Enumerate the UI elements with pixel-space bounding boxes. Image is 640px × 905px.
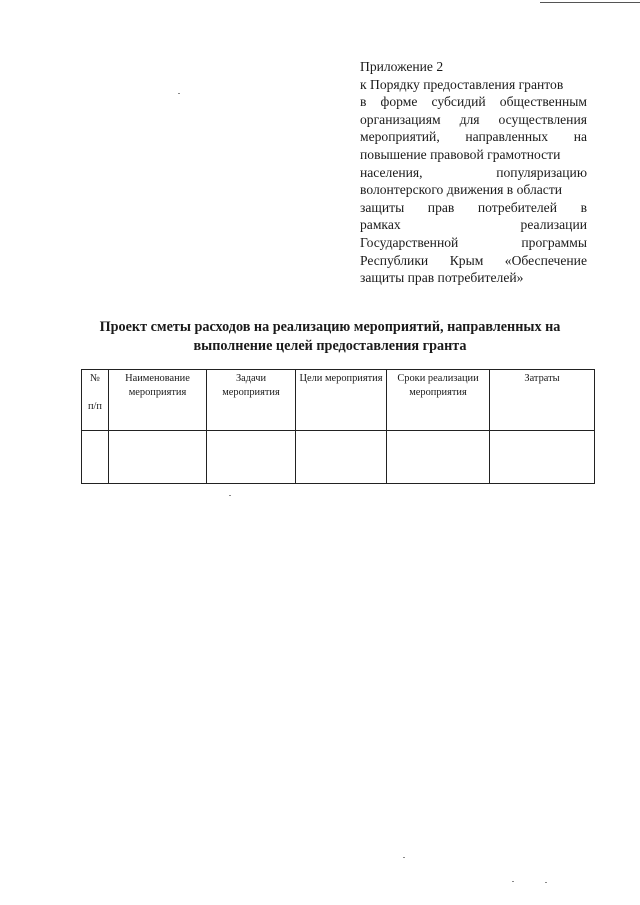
scan-speck — [545, 882, 547, 883]
estimate-table — [81, 369, 595, 484]
appendix-line: Государственной программы — [360, 234, 587, 250]
table-cell-terms — [387, 431, 490, 484]
column-header-name: Наименование мероприятия — [109, 370, 207, 431]
appendix-heading: Приложение 2 — [360, 59, 444, 74]
appendix-block — [360, 58, 587, 287]
column-header-goals: Цели мероприятия — [296, 370, 387, 431]
appendix-line: организациям для осуществления — [360, 111, 587, 127]
document-title-line: выполнение целей предоставления гранта — [193, 338, 467, 354]
table-cell-tasks — [207, 431, 296, 484]
appendix-line: Республики Крым «Обеспечение — [360, 252, 587, 268]
appendix-line: защиты прав потребителей в — [360, 199, 587, 215]
scan-speck — [403, 857, 405, 858]
column-header-tasks: Задачи мероприятия — [207, 370, 296, 431]
appendix-line: защиты прав потребителей» — [360, 270, 524, 286]
column-header-terms: Сроки реализации мероприятия — [387, 370, 490, 431]
document-title-line: Проект сметы расходов на реализацию мероприятий, направленных на — [99, 319, 561, 335]
column-header-number-bottom: п/п — [87, 400, 102, 412]
column-header-number-top: № — [90, 373, 100, 384]
column-header-costs: Затраты — [490, 370, 595, 431]
document-title — [60, 318, 600, 356]
appendix-line: в форме субсидий общественным — [360, 94, 587, 110]
table-cell-costs — [490, 431, 595, 484]
table-row — [82, 431, 595, 484]
appendix-line: рамках реализации — [360, 217, 587, 233]
appendix-line: волонтерского движения в области — [360, 182, 563, 198]
scan-speck — [512, 881, 514, 882]
appendix-line: к Порядку предоставления грантов — [360, 76, 564, 92]
table-cell-goals — [296, 431, 387, 484]
table-header-row — [82, 370, 595, 431]
scan-edge-mark — [540, 2, 640, 3]
table-cell-name — [109, 431, 207, 484]
scan-speck — [178, 93, 180, 94]
appendix-line: повышение правовой грамотности — [360, 146, 561, 162]
appendix-line: мероприятий, направленных на — [360, 129, 587, 145]
table-cell-number — [82, 431, 109, 484]
appendix-line: населения, популяризацию — [360, 164, 587, 180]
scan-speck — [229, 495, 231, 496]
column-header-number — [82, 370, 109, 431]
